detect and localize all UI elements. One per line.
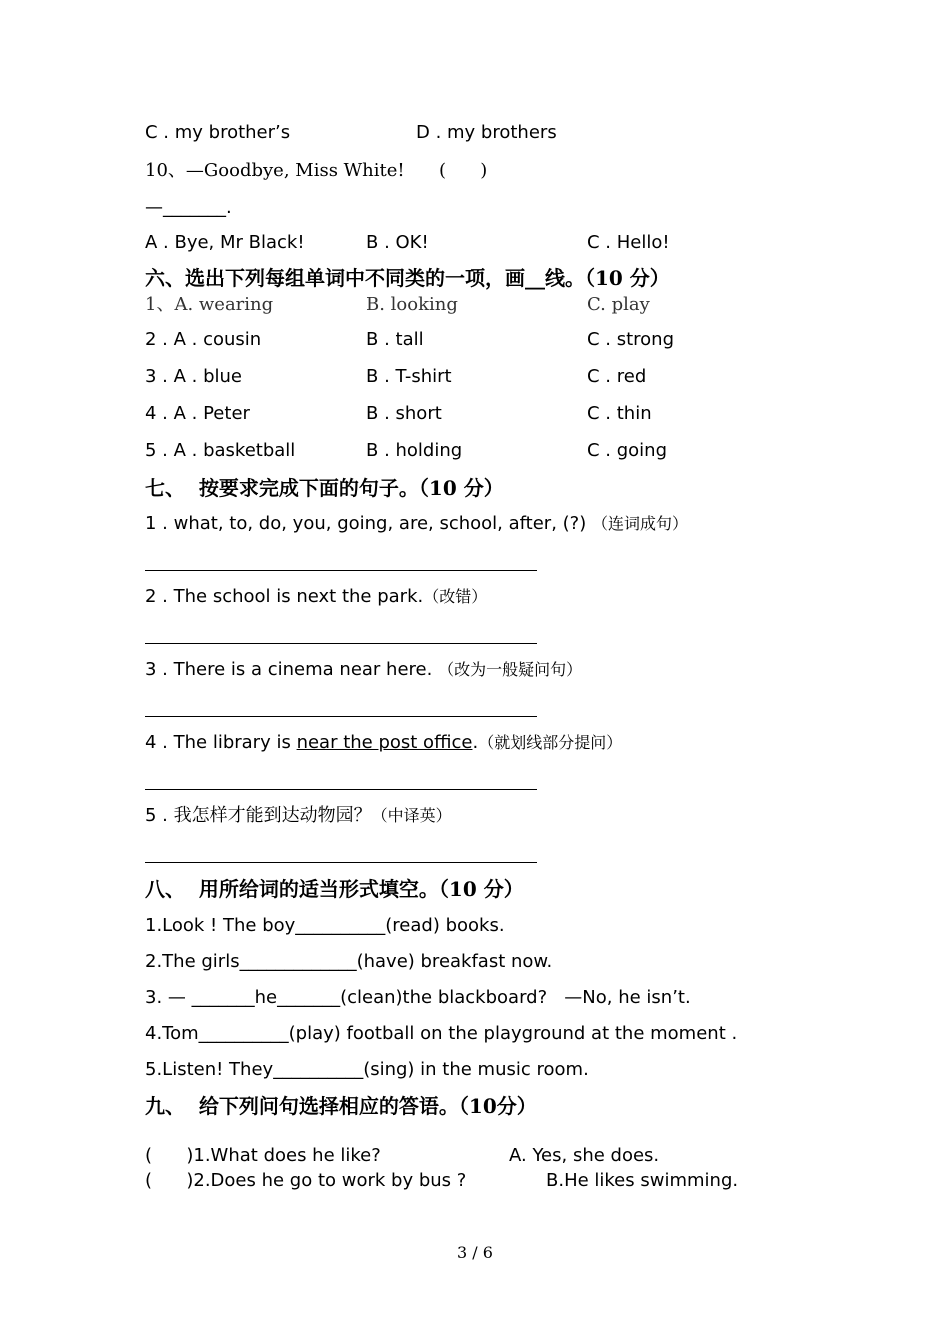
section9-heading: 九、 给下列问句选择相应的答语。（10分） bbox=[145, 1094, 537, 1118]
s7-q1-text: 1 . what, to, do, you, going, are, school, after, (?) bbox=[145, 513, 592, 534]
s7-q4-answer-line[interactable] bbox=[145, 789, 537, 790]
s6-row1-c: C. play bbox=[587, 294, 650, 315]
s7-q2-text: 2 . The school is next the park. bbox=[145, 586, 424, 607]
s6-row5-b: B . holding bbox=[366, 440, 463, 461]
s7-q1 bbox=[145, 512, 688, 536]
s8-item-3: 3. — _______he_______(clean)the blackboard? —No, he isn’t. bbox=[145, 987, 691, 1008]
section8-heading: 八、 用所给词的适当形式填空。（10 分） bbox=[145, 877, 524, 901]
s7-q3 bbox=[145, 658, 582, 682]
s8-item-1: 1.Look ! The boy__________(read) books. bbox=[145, 915, 505, 936]
s7-q4-pre: 4 . The library is bbox=[145, 732, 297, 753]
q10-prompt: 10、—Goodbye, Miss White! ( ) bbox=[145, 160, 488, 181]
q10-option-a: A . Bye, Mr Black! bbox=[145, 232, 305, 253]
s7-q5-note: （中译英） bbox=[371, 806, 452, 825]
q9-option-d: D . my brothers bbox=[416, 122, 557, 143]
s7-q3-note: （改为一般疑问句） bbox=[438, 660, 583, 679]
s6-row4-c: C . thin bbox=[587, 403, 652, 424]
page-number: 3 / 6 bbox=[457, 1243, 493, 1262]
s7-q3-answer-line[interactable] bbox=[145, 716, 537, 717]
s9-a2: B.He likes swimming. bbox=[546, 1170, 739, 1191]
s7-q1-note: （连词成句） bbox=[591, 514, 688, 533]
s7-q1-answer-line[interactable] bbox=[145, 570, 537, 571]
s7-q5-answer-line[interactable] bbox=[145, 862, 537, 863]
s8-item-5: 5.Listen! They__________(sing) in the music room. bbox=[145, 1059, 589, 1080]
s6-row3-a: 3 . A . blue bbox=[145, 366, 243, 387]
s6-row3-c: C . red bbox=[587, 366, 647, 387]
section7-heading: 七、 按要求完成下面的句子。（10 分） bbox=[145, 476, 504, 500]
s7-q4-post: . bbox=[472, 732, 479, 753]
s6-row1-b: B. looking bbox=[366, 294, 458, 315]
s7-q2-answer-line[interactable] bbox=[145, 643, 537, 644]
s6-row4-a: 4 . A . Peter bbox=[145, 403, 250, 424]
s9-q2: ( )2.Does he go to work by bus ? bbox=[145, 1170, 467, 1191]
q9-option-c: C . my brother’s bbox=[145, 122, 291, 143]
s7-q4 bbox=[145, 731, 622, 755]
s6-row2-b: B . tall bbox=[366, 329, 424, 350]
s7-q2-note: （改错） bbox=[423, 587, 488, 606]
section6-heading: 六、选出下列每组单词中不同类的一项，画__线。（10 分） bbox=[145, 266, 670, 290]
s9-q1: ( )1.What does he like? bbox=[145, 1145, 381, 1166]
s8-item-2: 2.The girls_____________(have) breakfast now. bbox=[145, 951, 553, 972]
s6-row4-b: B . short bbox=[366, 403, 442, 424]
s7-q5 bbox=[145, 804, 452, 828]
s6-row3-b: B . T-shirt bbox=[366, 366, 452, 387]
s6-row2-c: C . strong bbox=[587, 329, 675, 350]
s8-item-4: 4.Tom__________(play) football on the playground at the moment . bbox=[145, 1023, 738, 1044]
s7-q3-text: 3 . There is a cinema near here. bbox=[145, 659, 439, 680]
q10-option-c: C . Hello! bbox=[587, 232, 670, 253]
s9-a1: A. Yes, she does. bbox=[509, 1145, 660, 1166]
s7-q5-text: 5 . 我怎样才能到达动物园？ bbox=[145, 805, 372, 826]
s7-q2 bbox=[145, 585, 487, 609]
s6-row1-a: 1、A. wearing bbox=[145, 294, 274, 315]
q10-option-b: B . OK! bbox=[366, 232, 429, 253]
s6-row5-c: C . going bbox=[587, 440, 668, 461]
s7-q4-underlined: near the post office bbox=[296, 732, 473, 753]
s7-q4-note: （就划线部分提问） bbox=[478, 733, 623, 752]
q10-answer-stub: —_______. bbox=[145, 197, 232, 218]
s6-row5-a: 5 . A . basketball bbox=[145, 440, 296, 461]
s6-row2-a: 2 . A . cousin bbox=[145, 329, 262, 350]
